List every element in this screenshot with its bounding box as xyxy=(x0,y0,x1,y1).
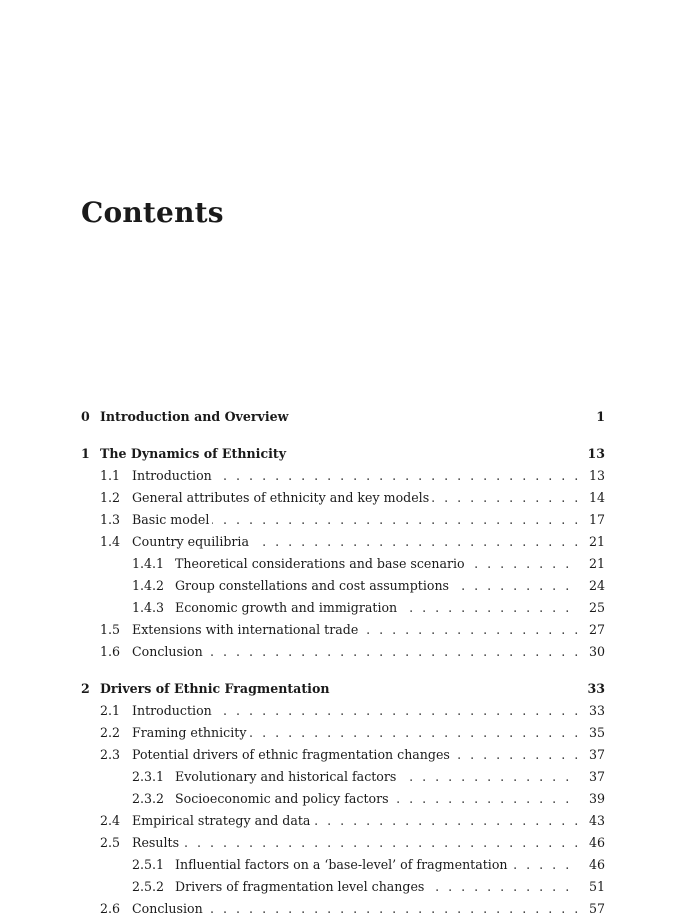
subsection-title: Economic growth and immigration xyxy=(175,600,400,615)
entry-page-number: 46 xyxy=(585,835,605,850)
toc-section-entry[interactable] xyxy=(81,897,605,919)
subsection-number: 1.4.2 xyxy=(132,578,165,593)
section-number: 2.1 xyxy=(100,703,121,718)
section-title: Results xyxy=(132,835,182,850)
toc-section-entry[interactable] xyxy=(81,464,605,486)
entry-page-number: 57 xyxy=(585,901,605,916)
section-title: Framing ethnicity xyxy=(132,725,249,740)
entry-page-number: 46 xyxy=(585,857,605,872)
entry-page-number: 21 xyxy=(585,556,605,571)
toc-subsection-entry[interactable] xyxy=(81,875,605,897)
toc-subsection-entry[interactable] xyxy=(81,765,605,787)
subsection-title: Theoretical considerations and base scenario xyxy=(175,556,468,571)
section-number: 1.1 xyxy=(100,468,121,483)
toc-section-entry[interactable] xyxy=(81,508,605,530)
toc-section-entry[interactable] xyxy=(81,721,605,743)
toc-section-entry[interactable] xyxy=(81,699,605,721)
section-title: Introduction xyxy=(132,703,215,718)
entry-page-number: 17 xyxy=(585,512,605,527)
section-number: 2.6 xyxy=(100,901,121,916)
chapter-number: 1 xyxy=(81,446,90,461)
subsection-number: 2.5.2 xyxy=(132,879,165,894)
subsection-title: Group constellations and cost assumptions xyxy=(175,578,452,593)
section-number: 2.4 xyxy=(100,813,121,828)
section-title: Conclusion xyxy=(132,644,206,659)
chapter-page-number: 13 xyxy=(583,446,605,461)
entry-page-number: 51 xyxy=(585,879,605,894)
toc-subsection-entry[interactable] xyxy=(81,853,605,875)
toc-section-entry[interactable] xyxy=(81,618,605,640)
toc-section-entry[interactable] xyxy=(81,640,605,662)
chapter-title: Introduction and Overview xyxy=(100,409,291,424)
entry-page-number: 37 xyxy=(585,769,605,784)
entry-page-number: 39 xyxy=(585,791,605,806)
toc-chapter-entry[interactable] xyxy=(81,677,605,699)
entry-page-number: 21 xyxy=(585,534,605,549)
entry-page-number: 30 xyxy=(585,644,605,659)
section-title: Basic model xyxy=(132,512,212,527)
chapter-page-number: 33 xyxy=(583,681,605,696)
entry-page-number: 13 xyxy=(585,468,605,483)
section-number: 2.2 xyxy=(100,725,121,740)
subsection-title: Evolutionary and historical factors xyxy=(175,769,399,784)
section-title: Conclusion xyxy=(132,901,206,916)
toc-section-entry[interactable] xyxy=(81,486,605,508)
entry-page-number: 43 xyxy=(585,813,605,828)
toc-chapter-entry[interactable] xyxy=(81,405,605,427)
section-title: Potential drivers of ethnic fragmentation changes xyxy=(132,747,453,762)
chapter-title: Drivers of Ethnic Fragmentation xyxy=(100,681,333,696)
entry-page-number: 37 xyxy=(585,747,605,762)
entry-page-number: 27 xyxy=(585,622,605,637)
toc-subsection-entry[interactable] xyxy=(81,596,605,618)
section-title: Country equilibria xyxy=(132,534,252,549)
section-title: Introduction xyxy=(132,468,215,483)
chapter-number: 2 xyxy=(81,681,90,696)
section-number: 1.2 xyxy=(100,490,121,505)
subsection-number: 1.4.3 xyxy=(132,600,165,615)
chapter-title: The Dynamics of Ethnicity xyxy=(100,446,289,461)
subsection-title: Socioeconomic and policy factors xyxy=(175,791,392,806)
entry-page-number: 35 xyxy=(585,725,605,740)
section-number: 1.5 xyxy=(100,622,121,637)
section-title: General attributes of ethnicity and key models xyxy=(132,490,432,505)
entry-page-number: 25 xyxy=(585,600,605,615)
section-number: 1.6 xyxy=(100,644,121,659)
toc-section-entry[interactable] xyxy=(81,809,605,831)
section-number: 2.3 xyxy=(100,747,121,762)
subsection-number: 2.3.1 xyxy=(132,769,165,784)
toc-subsection-entry[interactable] xyxy=(81,574,605,596)
toc-section-entry[interactable] xyxy=(81,831,605,853)
toc-section-entry[interactable] xyxy=(81,530,605,552)
toc-subsection-entry[interactable] xyxy=(81,787,605,809)
subsection-title: Drivers of fragmentation level changes xyxy=(175,879,427,894)
subsection-number: 1.4.1 xyxy=(132,556,165,571)
chapter-number: 0 xyxy=(81,409,90,424)
page-title: Contents xyxy=(81,196,224,229)
section-title: Extensions with international trade xyxy=(132,622,361,637)
subsection-number: 2.3.2 xyxy=(132,791,165,806)
toc-chapter-entry[interactable] xyxy=(81,442,605,464)
subsection-number: 2.5.1 xyxy=(132,857,165,872)
entry-page-number: 33 xyxy=(585,703,605,718)
section-number: 2.5 xyxy=(100,835,121,850)
section-number: 1.4 xyxy=(100,534,121,549)
section-title: Empirical strategy and data xyxy=(132,813,313,828)
entry-page-number: 14 xyxy=(585,490,605,505)
entry-page-number: 24 xyxy=(585,578,605,593)
dot-leader xyxy=(132,835,579,850)
toc-subsection-entry[interactable] xyxy=(81,552,605,574)
subsection-title: Influential factors on a ‘base-level’ of fragmentation xyxy=(175,857,511,872)
chapter-page-number: 1 xyxy=(592,409,605,424)
table-of-contents xyxy=(81,405,605,919)
section-number: 1.3 xyxy=(100,512,121,527)
toc-section-entry[interactable] xyxy=(81,743,605,765)
